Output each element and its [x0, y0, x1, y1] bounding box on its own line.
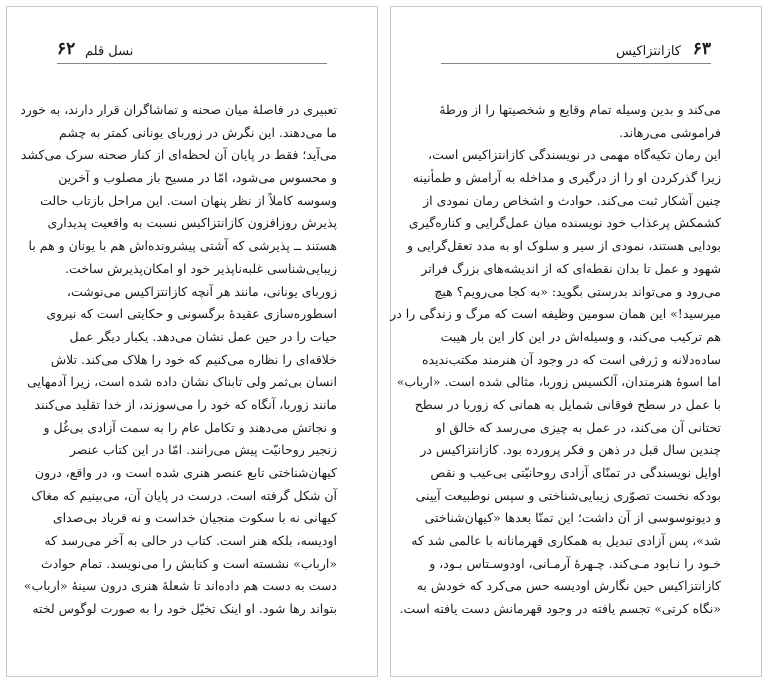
- text-line: کشمکش پرعذاب خود نویسنده میان عمل‌گرایی و کناره‌گیری: [408, 215, 721, 231]
- right-page-text: [390, 99, 721, 621]
- text-line: تحتانی آن می‌کند، در عمل به چیزی می‌رسد که خالق او: [435, 419, 721, 435]
- text-line: کازانتزاکیس حین نگارش اودیسه حس می‌کرد که خودش به: [416, 578, 721, 594]
- text-line: فراموشی می‌رهاند.: [619, 124, 721, 140]
- text-line: زیبایی‌شناسی غلبه‌ناپذیر خود او امکان‌پذیرش ساخت.: [65, 260, 337, 276]
- page-number: ۶۳: [692, 39, 711, 59]
- text-line: می‌رود و می‌تواند بدرستی بگوید: «به کجا می‌رویم؟ هیچ: [434, 283, 721, 299]
- text-line: اوایل نویسندگی در تمنّای آزادی روحانیّتی بی‌عیب و نقص: [430, 465, 721, 480]
- text-line: کیهانی نه با سکوت منجیان خداست و نه فریاد بی‌صدای: [52, 510, 337, 526]
- left-page-text: [20, 99, 337, 621]
- right-page-header: [441, 39, 711, 64]
- text-line: پذیرش روزافزون کازانتزاکیس نسبت به واقعیت پدیداری: [47, 215, 337, 231]
- text-line: زنجیر روحانیّت پیش می‌رانند. امّا در این کتاب عنصر: [69, 442, 337, 458]
- left-page-header: [57, 39, 327, 64]
- text-line: چندین سال قبل در ذهن و فکر پرورده بود. کازانتزاکیس در: [420, 442, 721, 458]
- text-line: بودایی هستند، نمودی از سیر و سلوک او به مدد تعقل‌گرایی و: [407, 238, 721, 254]
- text-line: هستند ــ پذیرشی که آشتی پیشرونده‌اش هم با یونان و هم با: [28, 238, 337, 254]
- text-line: انسان بی‌ثمر ولی تابناک نشان داده شده است، زیرا آدمهایی: [27, 374, 337, 390]
- text-line: شد»، پس آزادی تبدیل به همکاری قهرمانانه با عالمی شد که: [411, 533, 721, 549]
- left-page: [6, 6, 378, 677]
- running-head: نسل قلم: [85, 44, 134, 59]
- text-line: میرسید!» این همان سومین وظیفه است که مرگ و زندگی را در: [390, 306, 721, 322]
- text-line: با عمل در سطح فوقانی شمایل به همانی که زوربا در سطح: [414, 396, 721, 412]
- text-line: خـود را نـابود مـی‌کند. چـهرهٔ آرمـانی، اودوسـتاس بـود، و: [429, 555, 721, 571]
- text-line: اما اسوهٔ هنرمندان، آلکسیس زوربا، مثالی شده است. «ارباب»: [396, 374, 721, 390]
- text-line: بودکه نخست تصوّری زیبایی‌شناختی و سپس نوطبیعت آیینی: [415, 487, 721, 503]
- text-line: زوربای یونانی، مانند هر آنچه کازانتزاکیس می‌نوشت،: [66, 283, 337, 299]
- text-line: اسطوره‌سازی عقیدهٔ برگسونی و حکایتی است که نیروی: [46, 306, 337, 322]
- text-line: کیهان‌شناختی تابع عنصر هنری شده است و، در واقع، درون: [34, 465, 337, 480]
- text-line: شهود و عمل تا بدان نقطه‌ای که از اندیشه‌های بزرگ فراتر: [421, 260, 721, 276]
- text-line: می‌کند و بدین وسیله تمام وقایع و شخصیتها را از ورطهٔ: [439, 102, 721, 117]
- right-page: [390, 6, 762, 677]
- text-line: مانند زوربا، آنگاه که خود را می‌سوزند، از خدا تقلید می‌کنند: [34, 396, 337, 412]
- text-line: حیات را در حین عمل نشان می‌دهد. یکبار دیگر عمل: [69, 328, 337, 344]
- text-line: «نگاه کرتی» تجسم یافته در وجود قهرمانش دست یافته است.: [399, 601, 721, 617]
- text-line: تعبیری در فاصلهٔ میان صحنه و تماشاگران قرار دارند، به خورد: [20, 102, 337, 117]
- text-line: و محسوس می‌شود، امّا در مسیح باز مصلوب و آخرین: [58, 170, 337, 186]
- text-line: بتواند رها شود. او اینک تخیّل خود را به صورت لوگوس لخته: [32, 601, 337, 617]
- text-line: زیرا گذرکردن او را از درگیری و مداخله به آرامش و طمأنینه: [412, 170, 721, 186]
- text-line: هم ترکیب می‌کند، و وسیله‌اش در این کار این بار هیبت: [440, 328, 721, 344]
- running-head: کازانتزاکیس: [615, 44, 681, 59]
- text-line: می‌آید؛ فقط در پایان آن لحظه‌ای از کنار صحنه سرک می‌کشد: [20, 147, 337, 163]
- text-line: این رمان تکیه‌گاه مهمی در نویسندگی کازانتزاکیس است،: [428, 147, 721, 163]
- text-line: و دیونوسوسی از آن داشت؛ این تمنّا بعدها «کیهان‌شناختی: [424, 510, 721, 526]
- text-line: اودیسه، بلکه هنر است. کتاب در حالی به آخر می‌رسد که: [44, 533, 337, 549]
- text-line: وسوسه کاملاً از نظر پنهان است. این مراحل بازتاب حالت: [40, 192, 337, 208]
- text-line: «ارباب» نشسته است و کتابش را می‌نویسد. تمام حوادث: [40, 555, 337, 571]
- page-number: ۶۲: [57, 39, 76, 59]
- text-line: و نجاتش می‌دهند و تکامل عام را به سمت آزادی بی‌غُل و: [43, 419, 337, 435]
- text-line: خلاقه‌ای را نظاره می‌کنیم که خود را هلاک می‌کند. تلاش: [50, 351, 337, 367]
- text-line: ساده‌دلانه و ژرفی است که در وجود آن هنرمند مکتب‌ندیده: [421, 351, 721, 367]
- text-line: چنین آشکار ثبت می‌کند. حوادث و اشخاص رمان نمودی از: [423, 192, 721, 208]
- text-line: آن شکل گرفته است. درست در پایان آن، می‌بینیم که مغاک: [31, 487, 337, 503]
- text-line: ما می‌دهند. این نگرش در زوربای یونانی کمتر به چشم: [59, 124, 337, 140]
- text-line: دست به دست هم داده‌اند تا شعلهٔ هنری درون سینهٔ «ارباب»: [23, 578, 337, 594]
